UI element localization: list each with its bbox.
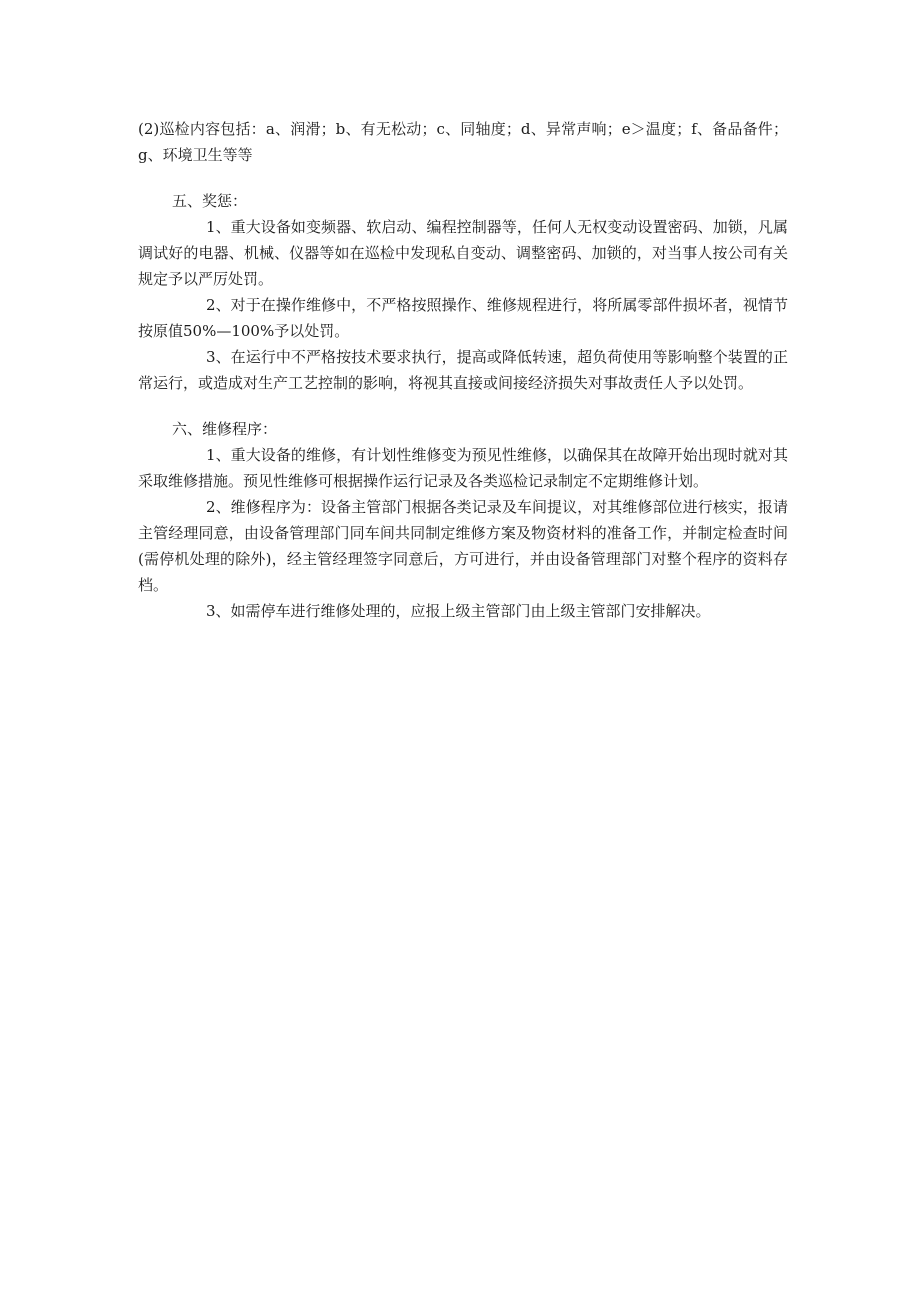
document-page [138,116,788,624]
rewards-item-2: 2、对于在操作维修中，不严格按照操作、维修规程进行，将所属零部件损坏者，视情节按原值50%—100%予以处罚。 [138,296,788,340]
rewards-item-1: 1、重大设备如变频器、软启动、编程控制器等，任何人无权变动设置密码、加锁，凡属调试好的电器、机械、仪器等如在巡检中发现私自变动、调整密码、加锁的，对当事人按公司有关规定予以严厉处罚。 [138,218,788,288]
spacer [138,168,788,188]
procedure-item-1: 1、重大设备的维修，有计划性维修变为预见性维修，以确保其在故障开始出现时就对其采取维修措施。预见性维修可根据操作运行记录及各类巡检记录制定不定期维修计划。 [138,446,788,490]
rewards-item-3: 3、在运行中不严格按技术要求执行，提高或降低转速，超负荷使用等影响整个装置的正常运行，或造成对生产工艺控制的影响，将视其直接或间接经济损失对事故责任人予以处罚。 [138,348,788,392]
procedure-item-3: 3、如需停车进行维修处理的，应报上级主管部门由上级主管部门安排解决。 [206,602,711,620]
procedure-item-2: 2、维修程序为：设备主管部门根据各类记录及车间提议，对其维修部位进行核实，报请主管经理同意，由设备管理部门同车间共同制定维修方案及物资材料的准备工作，并制定检查时间(需停机处理的除外)，经主管经理签字同意后，方可进行，并由设备管理部门对整个程序的资料存档。 [138,498,788,594]
inspection-content-paragraph: (2)巡检内容包括：a、润滑；b、有无松动；c、同轴度；d、异常声响；e＞温度；f、备品备件；g、环境卫生等等 [138,120,788,164]
section-heading-rewards-penalties: 五、奖惩： [172,192,248,210]
section-heading-maintenance-procedure: 六、维修程序： [172,420,278,438]
spacer [138,396,788,416]
